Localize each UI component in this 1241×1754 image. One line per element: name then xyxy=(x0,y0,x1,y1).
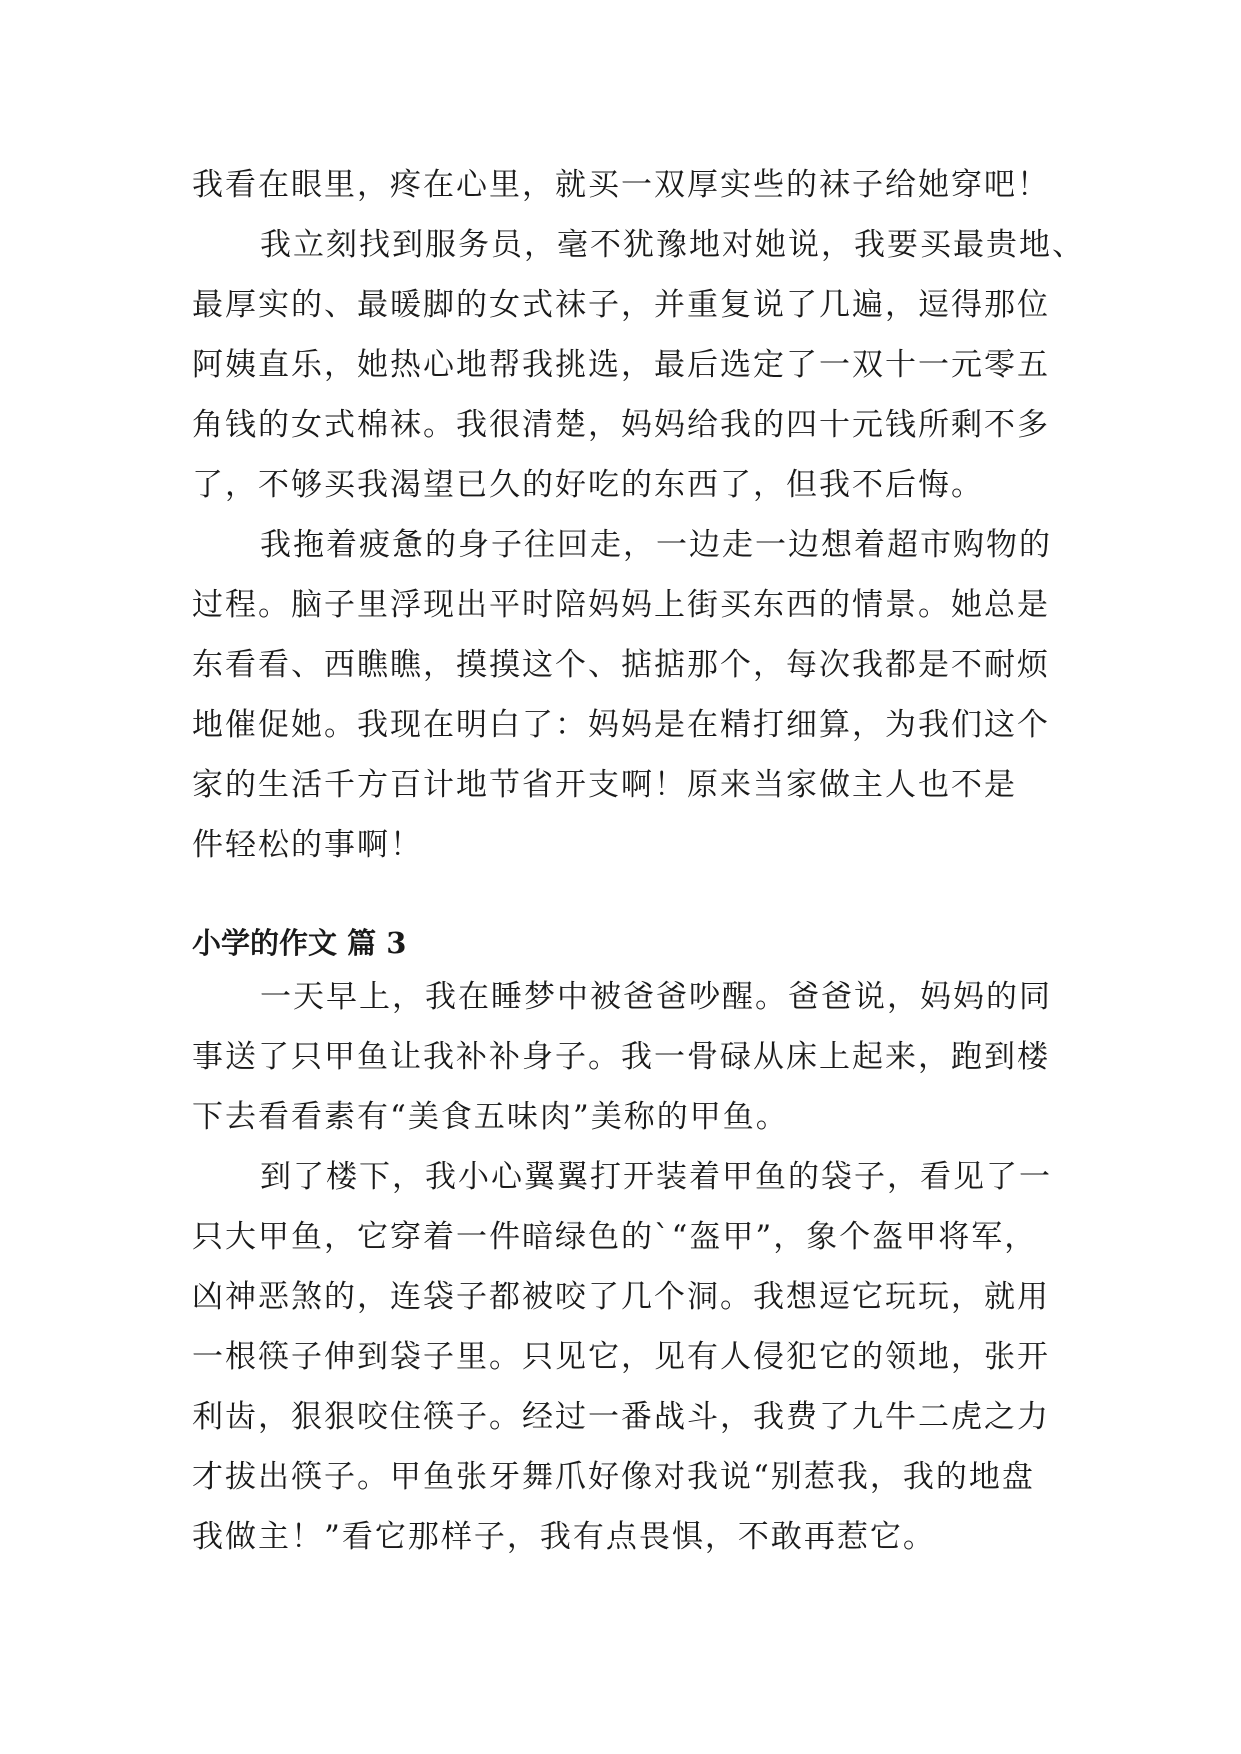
text-block-part-2 xyxy=(192,967,1052,1567)
text-line: 一根筷子伸到袋子里。只见它，见有人侵犯它的领地，张开 xyxy=(192,1339,1050,1375)
text-line: 东看看、西瞧瞧，摸摸这个、掂掂那个，每次我都是不耐烦 xyxy=(192,647,1050,683)
text-line: 事送了只甲鱼让我补补身子。我一骨碌从床上起来，跑到楼 xyxy=(192,1039,1050,1075)
text-line: 利齿，狠狠咬住筷子。经过一番战斗，我费了九牛二虎之力 xyxy=(192,1399,1050,1435)
text-line: 最厚实的、最暖脚的女式袜子，并重复说了几遍，逗得那位 xyxy=(192,287,1050,323)
text-line: 才拔出筷子。甲鱼张牙舞爪好像对我说“别惹我，我的地盘 xyxy=(192,1459,1035,1495)
paragraph-start-line: 到了楼下，我小心翼翼打开装着甲鱼的袋子，看见了一 xyxy=(260,1159,1052,1195)
text-line: 地催促她。我现在明白了：妈妈是在精打细算，为我们这个 xyxy=(192,707,1050,743)
text-line: 家的生活千方百计地节省开支啊！原来当家做主人也不是 xyxy=(192,767,1017,803)
text-line: 件轻松的事啊！ xyxy=(192,827,423,863)
text-line: 阿姨直乐，她热心地帮我挑选，最后选定了一双十一元零五 xyxy=(192,347,1050,383)
text-line: 下去看看素有“美食五味肉”美称的甲鱼。 xyxy=(192,1099,789,1135)
text-line: 了，不够买我渴望已久的好吃的东西了，但我不后悔。 xyxy=(192,467,984,503)
paragraph-start-line: 我立刻找到服务员，毫不犹豫地对她说，我要买最贵地、 xyxy=(260,227,1085,263)
text-line: 我做主！”看它那样子，我有点畏惧，不敢再惹它。 xyxy=(192,1519,936,1555)
paragraph-start-line: 我拖着疲惫的身子往回走，一边走一边想着超市购物的 xyxy=(260,527,1052,563)
text-line: 过程。脑子里浮现出平时陪妈妈上街买东西的情景。她总是 xyxy=(192,587,1050,623)
text-line: 我看在眼里，疼在心里，就买一双厚实些的袜子给她穿吧！ xyxy=(192,167,1050,203)
text-line: 角钱的女式棉袜。我很清楚，妈妈给我的四十元钱所剩不多 xyxy=(192,407,1050,443)
section-heading: 小学的作文 篇 3 xyxy=(192,926,407,960)
text-block-part-1 xyxy=(192,155,1085,875)
paragraph-start-line: 一天早上，我在睡梦中被爸爸吵醒。爸爸说，妈妈的同 xyxy=(260,979,1052,1015)
text-line: 凶神恶煞的，连袋子都被咬了几个洞。我想逗它玩玩，就用 xyxy=(192,1279,1050,1315)
text-line: 只大甲鱼，它穿着一件暗绿色的`“盔甲”，象个盔甲将军， xyxy=(192,1219,1038,1255)
